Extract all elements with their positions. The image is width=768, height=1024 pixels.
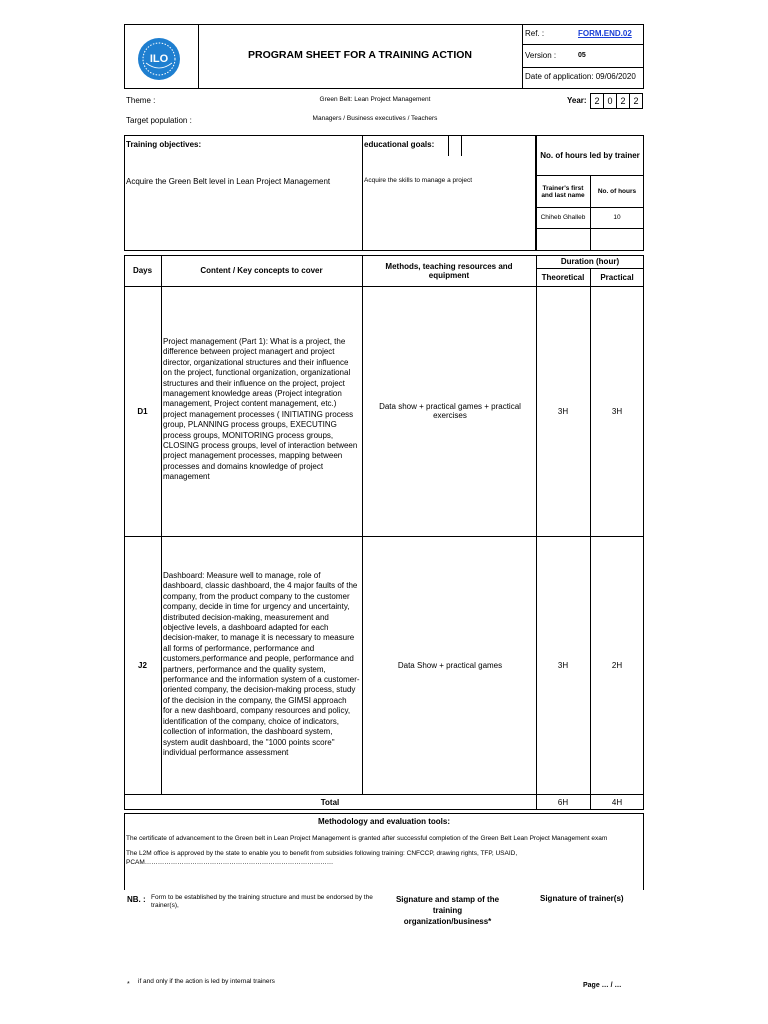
footnote-mark: * <box>127 981 130 988</box>
ilo-logo <box>137 37 181 81</box>
table-row-practical: 2H <box>611 660 623 670</box>
trainer-name: Chiheb Ghalleb <box>540 214 586 221</box>
year-digit: 2 <box>629 93 643 109</box>
training-objectives-text: Acquire the Green Belt level in Lean Project Management <box>126 177 331 186</box>
page-title: PROGRAM SHEET FOR A TRAINING ACTION <box>248 49 472 61</box>
logo-text: ILO <box>149 53 169 65</box>
target-value: Managers / Business executives / Teachers <box>312 115 438 122</box>
page-number: Page … / … <box>583 982 622 989</box>
table-row-theoretical: 3H <box>557 406 569 416</box>
table-row-day: D1 <box>137 406 148 416</box>
year-digit: 2 <box>616 93 630 109</box>
table-row-methods: Data show + practical games + practical exercises <box>379 402 521 420</box>
year-digit: 0 <box>603 93 617 109</box>
theme-value: Green Belt: Lean Project Management <box>319 96 431 103</box>
date-label: Date of application: <box>525 72 594 81</box>
year-label: Year: <box>567 96 587 105</box>
trainer-name-header: Trainer's first and last name <box>541 184 585 199</box>
col-content: Content / Key concepts to cover <box>200 266 323 275</box>
signature-organization: Signature and stamp of the training organization/business* <box>395 895 500 926</box>
theme-label: Theme : <box>126 96 156 105</box>
trainer-hours: 10 <box>613 214 621 221</box>
total-theoretical: 6H <box>557 797 569 807</box>
date-of-application <box>525 72 636 81</box>
total-label: Total <box>320 797 340 807</box>
ref-label: Ref. : <box>525 29 545 38</box>
table-row-content: Project management (Part 1): What is a project, the difference between project managert and project director, organizational structures and their influence on the project, functional organization, organizational structures and their influence on the project, project management knowledge areas (Project integration management, Project content management, etc.) project management processes ( INITIATING process group, PLANNING process groups, EXECUTING process groups, MONITORING process groups, CLOSING process groups, level of interaction between project management processes, mapping between processes and domains knowledge of project management <box>163 337 358 482</box>
date-value: 09/06/2020 <box>595 72 636 81</box>
nb-text: Form to be established by the training structure and must be endorsed by the trainer(s), <box>151 894 373 909</box>
methodology-line-3: PCAM…………………………………………………………………………… <box>126 859 334 866</box>
hours-count-header: No. of hours <box>597 188 637 195</box>
educational-goals-text: Acquire the skills to manage a project <box>364 177 473 184</box>
table-row-practical: 3H <box>611 406 623 416</box>
hours-header: No. of hours led by trainer <box>540 150 640 160</box>
methodology-line-2: The L2M office is approved by the state to enable you to benefit from subsidies following training: CNFCCP, drawing rights, TFP, USAID, <box>126 850 518 857</box>
ref-link[interactable]: FORM.END.02 <box>578 29 632 38</box>
col-methods: Methods, teaching resources and equipment <box>385 261 513 280</box>
target-label: Target population : <box>126 116 192 125</box>
version-label: Version : <box>525 51 557 60</box>
table-row-theoretical: 3H <box>557 660 569 670</box>
methodology-title: Methodology and evaluation tools: <box>318 817 450 826</box>
footnote-text: if and only if the action is led by internal trainers <box>138 978 275 985</box>
table-row-day: J2 <box>138 660 147 670</box>
training-objectives-label: Training objectives: <box>126 140 202 149</box>
version-value: 05 <box>578 52 586 59</box>
year-digit: 2 <box>590 93 604 109</box>
col-duration: Duration (hour) <box>560 257 620 266</box>
col-days: Days <box>132 266 153 275</box>
total-practical: 4H <box>611 797 623 807</box>
objectives-box <box>124 135 536 251</box>
table-row-content: Dashboard: Measure well to manage, role of dashboard, classic dashboard, the 4 major faults of the company, from the product company to the customer company, decide in time for urgency and uncertainty, distributed decision-making, measurement and objective levels, a dashboard adapted for each decision-maker, to manage it is necessary to measure all forms of performance, performance and customers,performance and people, performance and partners, performance and the quality system, performance and the information system of a customer- oriented company, the decision-making process, study of the decision in the company, the GIMSI approach for a new dashboard, company resources and policy, identification of the company, choice of indicators, collection of information, the dashboard system, system audit dashboard, the "1000 points score" individual performance assessment <box>163 571 360 757</box>
table-row-methods: Data Show + practical games <box>397 660 503 670</box>
signature-trainer: Signature of trainer(s) <box>540 894 624 903</box>
methodology-line-1: The certificate of advancement to the Green belt in Lean Project Management is granted after successful completion of the Green Belt Lean Project Management exam <box>126 835 608 842</box>
educational-goals-label: educational goals: <box>364 140 435 149</box>
nb-label: NB. : <box>127 895 146 904</box>
col-practical: Practical <box>600 272 634 282</box>
col-theoretical: Theoretical <box>541 272 585 282</box>
